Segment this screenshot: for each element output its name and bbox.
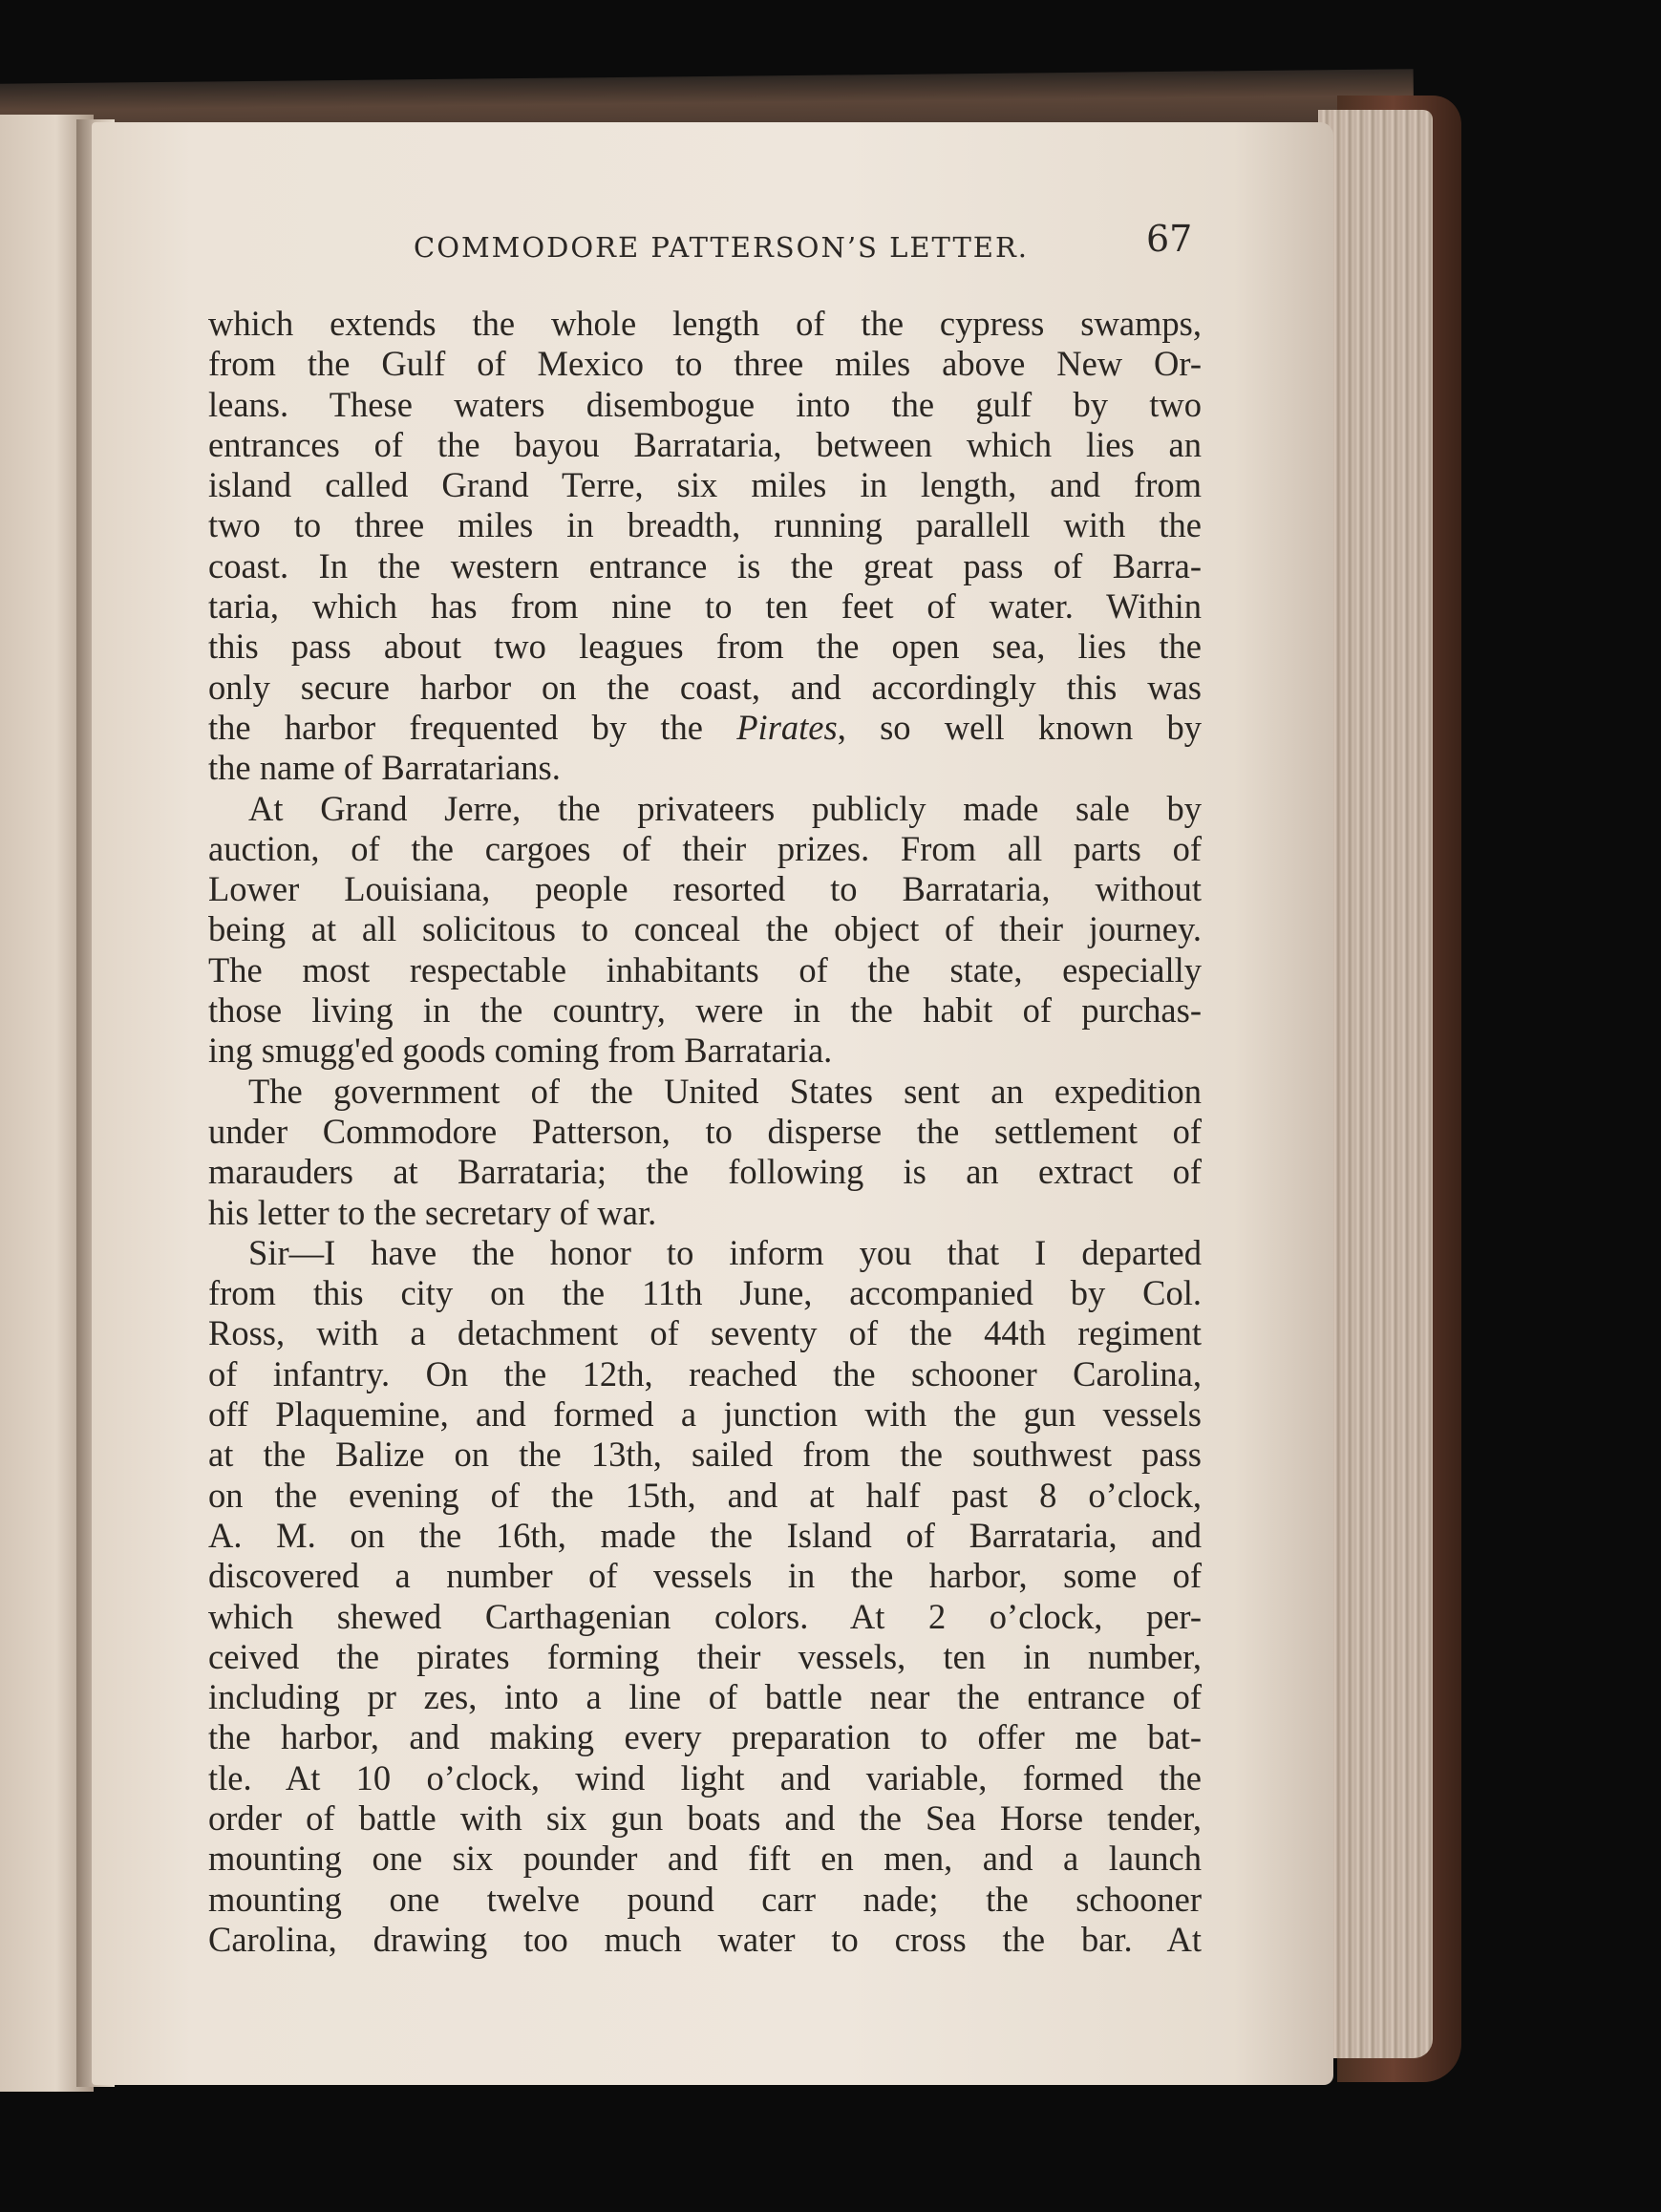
running-head: COMMODORE PATTERSON’S LETTER.	[414, 231, 1030, 264]
text-line: off Plaquemine, and formed a junction with the gun vessels	[208, 1394, 1202, 1435]
text-line: marauders at Barrataria; the following is an extract of	[208, 1152, 1202, 1192]
text-line: of infantry. On the 12th, reached the schooner Carolina,	[208, 1353, 1202, 1393]
text-line: leans. These waters disembogue into the gulf by two	[208, 384, 1202, 424]
text-line: Carolina, drawing too much water to cross the bar. At	[208, 1919, 1202, 1959]
text-line: two to three miles in breadth, running parallell with the	[208, 505, 1202, 545]
text-line: Ross, with a detachment of seventy of the 44th regiment	[208, 1313, 1202, 1353]
text-line: ceived the pirates forming their vessels, ten in number,	[208, 1636, 1202, 1676]
text-line: At Grand Jerre, the privateers publicly made sale by	[248, 788, 1202, 828]
text-line: the name of Barratarians.	[208, 748, 561, 788]
page-stack-fore-edge	[1318, 110, 1433, 2058]
text-line: auction, of the cargoes of their prizes. From all parts of	[208, 828, 1202, 868]
text-line: the harbor, and making every preparation to offer me bat-	[208, 1717, 1202, 1757]
text-line: mounting one six pounder and fift en men, and a launch	[208, 1839, 1202, 1879]
text-line: this pass about two leagues from the open sea, lies the	[208, 627, 1202, 667]
text-line: tle. At 10 o’clock, wind light and variable, formed the	[208, 1757, 1202, 1797]
text-line: on the evening of the 15th, and at half past 8 o’clock,	[208, 1475, 1202, 1515]
text-line: from the Gulf of Mexico to three miles above New Or-	[208, 344, 1202, 384]
text-line: order of battle with six gun boats and the Sea Horse tender,	[208, 1797, 1202, 1838]
text-line: entrances of the bayou Barrataria, between which lies an	[208, 424, 1202, 464]
text-line: those living in the country, were in the habit of purchas-	[208, 990, 1202, 1031]
text-line: only secure harbor on the coast, and accordingly this was	[208, 667, 1202, 707]
text-line: A. M. on the 16th, made the Island of Barrataria, and	[208, 1515, 1202, 1555]
text-line: which shewed Carthagenian colors. At 2 o’clock, per-	[208, 1596, 1202, 1636]
text-line: being at all solicitous to conceal the object of their journey.	[208, 909, 1202, 949]
text-line: island called Grand Terre, six miles in length, and from	[208, 465, 1202, 505]
text-line: The most respectable inhabitants of the state, especially	[208, 949, 1202, 989]
text-line: his letter to the secretary of war.	[208, 1192, 657, 1232]
text-line: ing smugg'ed goods coming from Barrataria.	[208, 1031, 833, 1071]
body-text	[208, 304, 1202, 1960]
text-line: Sir—I have the honor to inform you that I departed	[248, 1232, 1202, 1272]
text-line: the harbor frequented by the Pirates, so well known by	[208, 707, 1202, 747]
text-line: which extends the whole length of the cypress swamps,	[208, 304, 1202, 343]
text-line: discovered a number of vessels in the harbor, some of	[208, 1556, 1202, 1596]
text-line: from this city on the 11th June, accompanied by Col.	[208, 1273, 1202, 1313]
text-line: taria, which has from nine to ten feet of water. Within	[208, 586, 1202, 627]
text-line: mounting one twelve pound carr nade; the schooner	[208, 1879, 1202, 1919]
text-line: The government of the United States sent an expedition	[248, 1071, 1202, 1111]
text-line: Lower Louisiana, people resorted to Barrataria, without	[208, 869, 1202, 909]
text-line: under Commodore Patterson, to disperse the settlement of	[208, 1111, 1202, 1151]
text-line: at the Balize on the 13th, sailed from the southwest pass	[208, 1435, 1202, 1475]
page-number: 67	[1146, 218, 1193, 260]
text-line: coast. In the western entrance is the great pass of Barra-	[208, 545, 1202, 585]
text-line: including pr zes, into a line of battle near the entrance of	[208, 1677, 1202, 1717]
